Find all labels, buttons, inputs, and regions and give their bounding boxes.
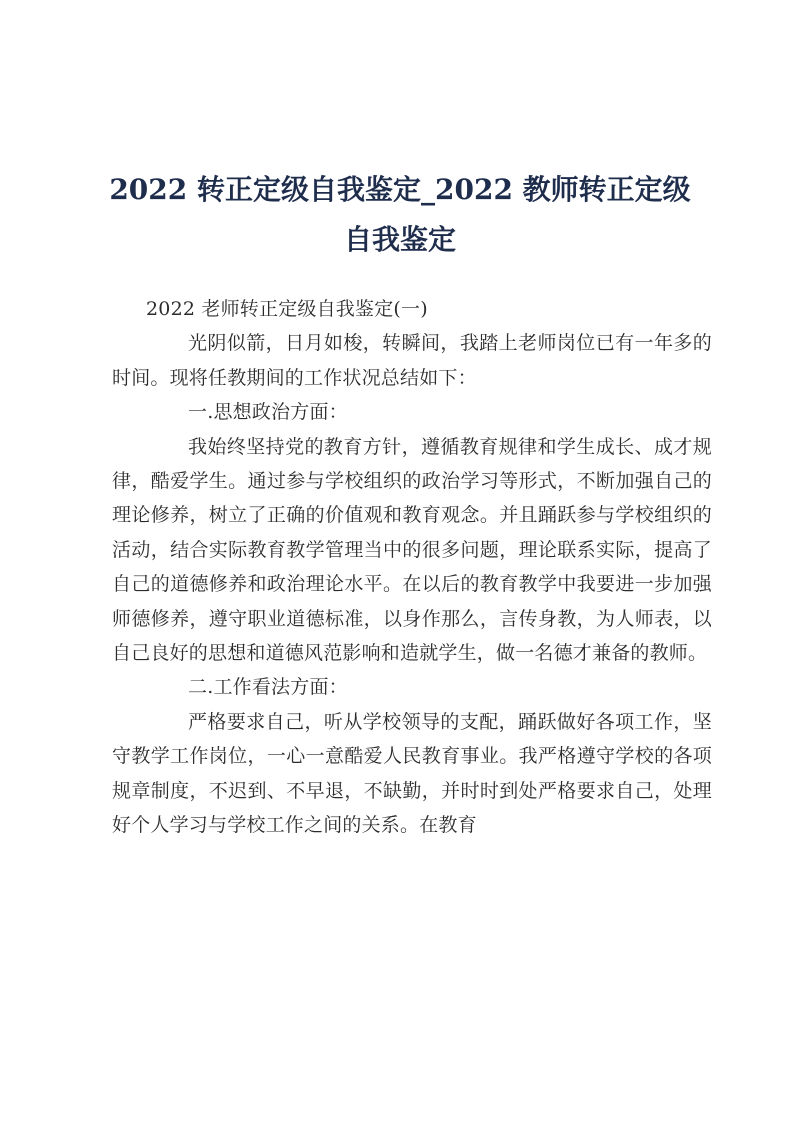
- document-body: [112, 292, 712, 843]
- section-heading-politics: 一.思想政治方面：: [188, 401, 348, 424]
- section-heading-work-attitude: 二.工作看法方面：: [188, 676, 348, 699]
- intro-paragraph: 光阴似箭，日月如梭，转瞬间，我踏上老师岗位已有一年多的时间。现将任教期间的工作状况总结如下：: [112, 332, 712, 389]
- section-paragraph-work-attitude: 严格要求自己，听从学校领导的支配，踊跃做好各项工作，坚守教学工作岗位，一心一意酷爱人民教育事业。我严格遵守学校的各项规章制度，不迟到、不早退，不缺勤，并时时到处严格要求自己，处理好个人学习与学校工作之间的关系。在教育: [112, 710, 712, 837]
- section-subtitle: 2022 老师转正定级自我鉴定(一): [146, 298, 428, 320]
- document-title: 2022 转正定级自我鉴定_2022 教师转正定级自我鉴定: [109, 173, 691, 256]
- section-paragraph-politics: 我始终坚持党的教育方针，遵循教育规律和学生成长、成才规律，酷爱学生。通过参与学校组织的政治学习等形式，不断加强自己的理论修养，树立了正确的价值观和教育观念。并且踊跃参与学校组织的活动，结合实际教育教学管理当中的很多问题，理论联系实际，提高了自己的道德修养和政治理论水平。在以后的教育教学中我要进一步加强师德修养，遵守职业道德标准，以身作那么，言传身教，为人师表，以自己良好的思想和道德风范影响和造就学生，做一名德才兼备的教师。: [112, 435, 712, 665]
